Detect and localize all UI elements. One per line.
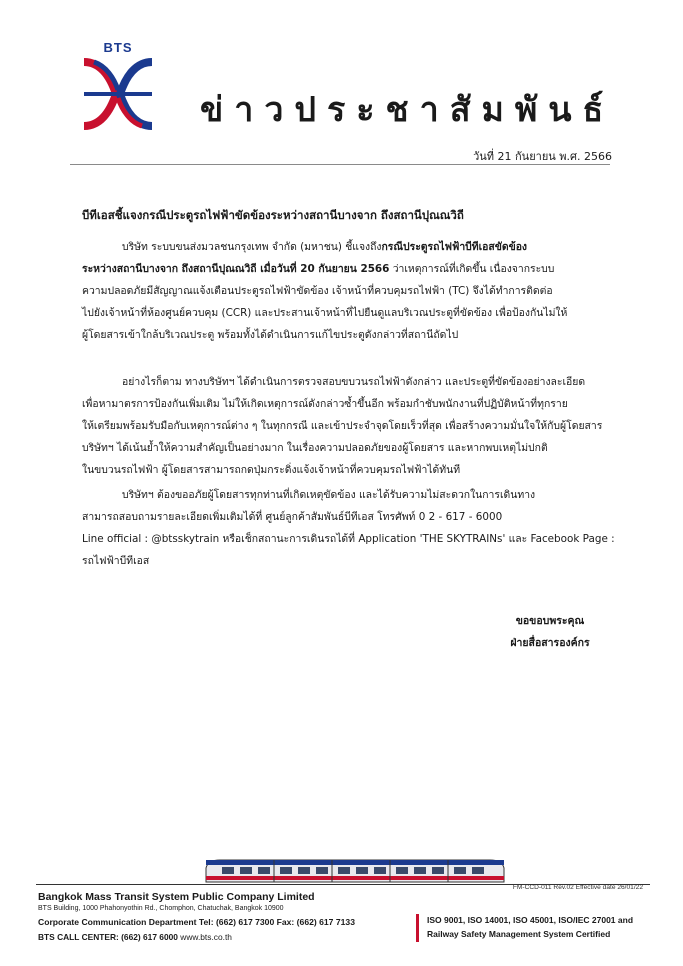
paragraph-line [82, 258, 622, 280]
railway-safety-certification: Railway Safety Management System Certified [427, 929, 611, 939]
closing-thanks: ขอขอบพระคุณ [515, 615, 585, 627]
subject-title: บีทีเอสชี้แจงกรณีประตูรถไฟฟ้าขัดข้องระหว่างสถานีบางจาก ถึงสถานีปุณณวิถี [82, 208, 464, 222]
cert-accent-bar [416, 914, 419, 942]
bts-emblem-icon [80, 56, 156, 132]
train-icon [200, 856, 510, 886]
logo-text: BTS [103, 40, 133, 55]
footer-train-illustration [200, 856, 510, 886]
paragraph-line: บริษัทฯ ได้เน้นย้ำให้ความสำคัญเป็นอย่างมาก ในเรื่องความปลอดภัยของผู้โดยสาร และหากพบเหตุไม่ปกติ [82, 442, 548, 454]
call-center-number: BTS CALL CENTER: (662) 617 6000 [38, 932, 178, 942]
paragraph-line: ความปลอดภัยมีสัญญาณแจ้งเตือนประตูรถไฟฟ้าขัดข้อง เจ้าหน้าที่ควบคุมรถไฟฟ้า (TC) จึงได้ทำการติดต่อ [82, 285, 553, 297]
paragraph-line: ในขบวนรถไฟฟ้า ผู้โดยสารสามารถกดปุ่มกระดิ่งแจ้งเจ้าหน้าที่ควบคุมรถไฟฟ้าได้ทันที [82, 464, 461, 476]
paragraph-line: เพื่อหามาตรการป้องกันเพิ่มเติม ไม่ให้เกิดเหตุการณ์ดังกล่าวซ้ำขึ้นอีก พร้อมกำชับพนักงานที่ปฏิบัติหน้าที่ทุกราย [82, 398, 568, 410]
signature-block [480, 610, 620, 654]
paragraph-line: Line official : @btsskytrain หรือเช็กสถานะการเดินรถได้ที่ Application 'THE SKYTRAINs' และ Facebook Page : [82, 533, 615, 545]
paragraph-line: ไปยังเจ้าหน้าที่ห้องศูนย์ควบคุม (CCR) และประสานเจ้าหน้าที่ไปยืนดูแลบริเวณประตูที่ขัดข้อง เพื่อป้องกันไม่ให้ [82, 307, 568, 319]
header-divider [70, 164, 610, 165]
company-address: BTS Building, 1000 Phahonyothin Rd., Chomphon, Chatuchak, Bangkok 10900 [38, 905, 284, 912]
text-span: ว่าเหตุการณ์ที่เกิดขึ้น เนื่องจากระบบ [389, 263, 555, 275]
website-link[interactable]: www.bts.co.th [180, 932, 232, 942]
paragraph-line: ผู้โดยสารเข้าใกล้บริเวณประตู พร้อมทั้งได้ดำเนินการแก้ไขประตูดังกล่าวที่สถานีถัดไป [82, 329, 459, 341]
department-contact: Corporate Communication Department Tel: (662) 617 7300 Fax: (662) 617 7133 [38, 917, 355, 927]
bold-span: กรณีประตูรถไฟฟ้าบีทีเอสขัดข้อง [381, 241, 528, 253]
text-span: บริษัท ระบบขนส่งมวลชนกรุงเทพ จำกัด (มหาชน) ชี้แจงถึง [122, 241, 382, 253]
form-code: FM-CCD-011 Rev.02 Effective date 26/01/22 [512, 884, 643, 891]
paragraph-2 [82, 371, 622, 481]
paragraph-1 [82, 236, 622, 346]
paragraph-line: บริษัทฯ ต้องขออภัยผู้โดยสารทุกท่านที่เกิดเหตุขัดข้อง และได้รับความไม่สะดวกในการเดินทาง [122, 489, 536, 501]
call-center [38, 932, 232, 942]
paragraph-line: สามารถสอบถามรายละเอียดเพิ่มเติมได้ที่ ศูนย์ลูกค้าสัมพันธ์บีทีเอส โทรศัพท์ 0 2 - 617 - 6000 [82, 511, 503, 523]
paragraph-line [82, 236, 622, 258]
paragraph-line: อย่างไรก็ตาม ทางบริษัทฯ ได้ดำเนินการตรวจสอบขบวนรถไฟฟ้าดังกล่าว และประตูที่ขัดข้องอย่างละเอียด [122, 376, 586, 388]
paragraph-3 [82, 484, 622, 572]
bold-span: ระหว่างสถานีบางจาก ถึงสถานีปุณณวิถี เมื่อวันที่ 20 กันยายน 2566 [82, 263, 390, 275]
release-date: วันที่ 21 กันยายน พ.ศ. 2566 [473, 150, 612, 163]
iso-certification: ISO 9001, ISO 14001, ISO 45001, ISO/IEC 27001 and [427, 915, 634, 925]
bts-logo [80, 40, 156, 132]
paragraph-line: ให้เตรียมพร้อมรับมือกับเหตุการณ์ต่าง ๆ ในทุกกรณี และเข้าประจำจุดโดยเร็วที่สุด เพื่อสร้างความมั่นใจให้กับผู้โดยสาร [82, 420, 603, 432]
company-name: Bangkok Mass Transit System Public Company Limited [38, 891, 315, 903]
issuing-department: ฝ่ายสื่อสารองค์กร [510, 637, 590, 649]
paragraph-line: รถไฟฟ้าบีทีเอส [82, 555, 150, 567]
press-release-headline: ข่าวประชาสัมพันธ์ [200, 90, 615, 130]
